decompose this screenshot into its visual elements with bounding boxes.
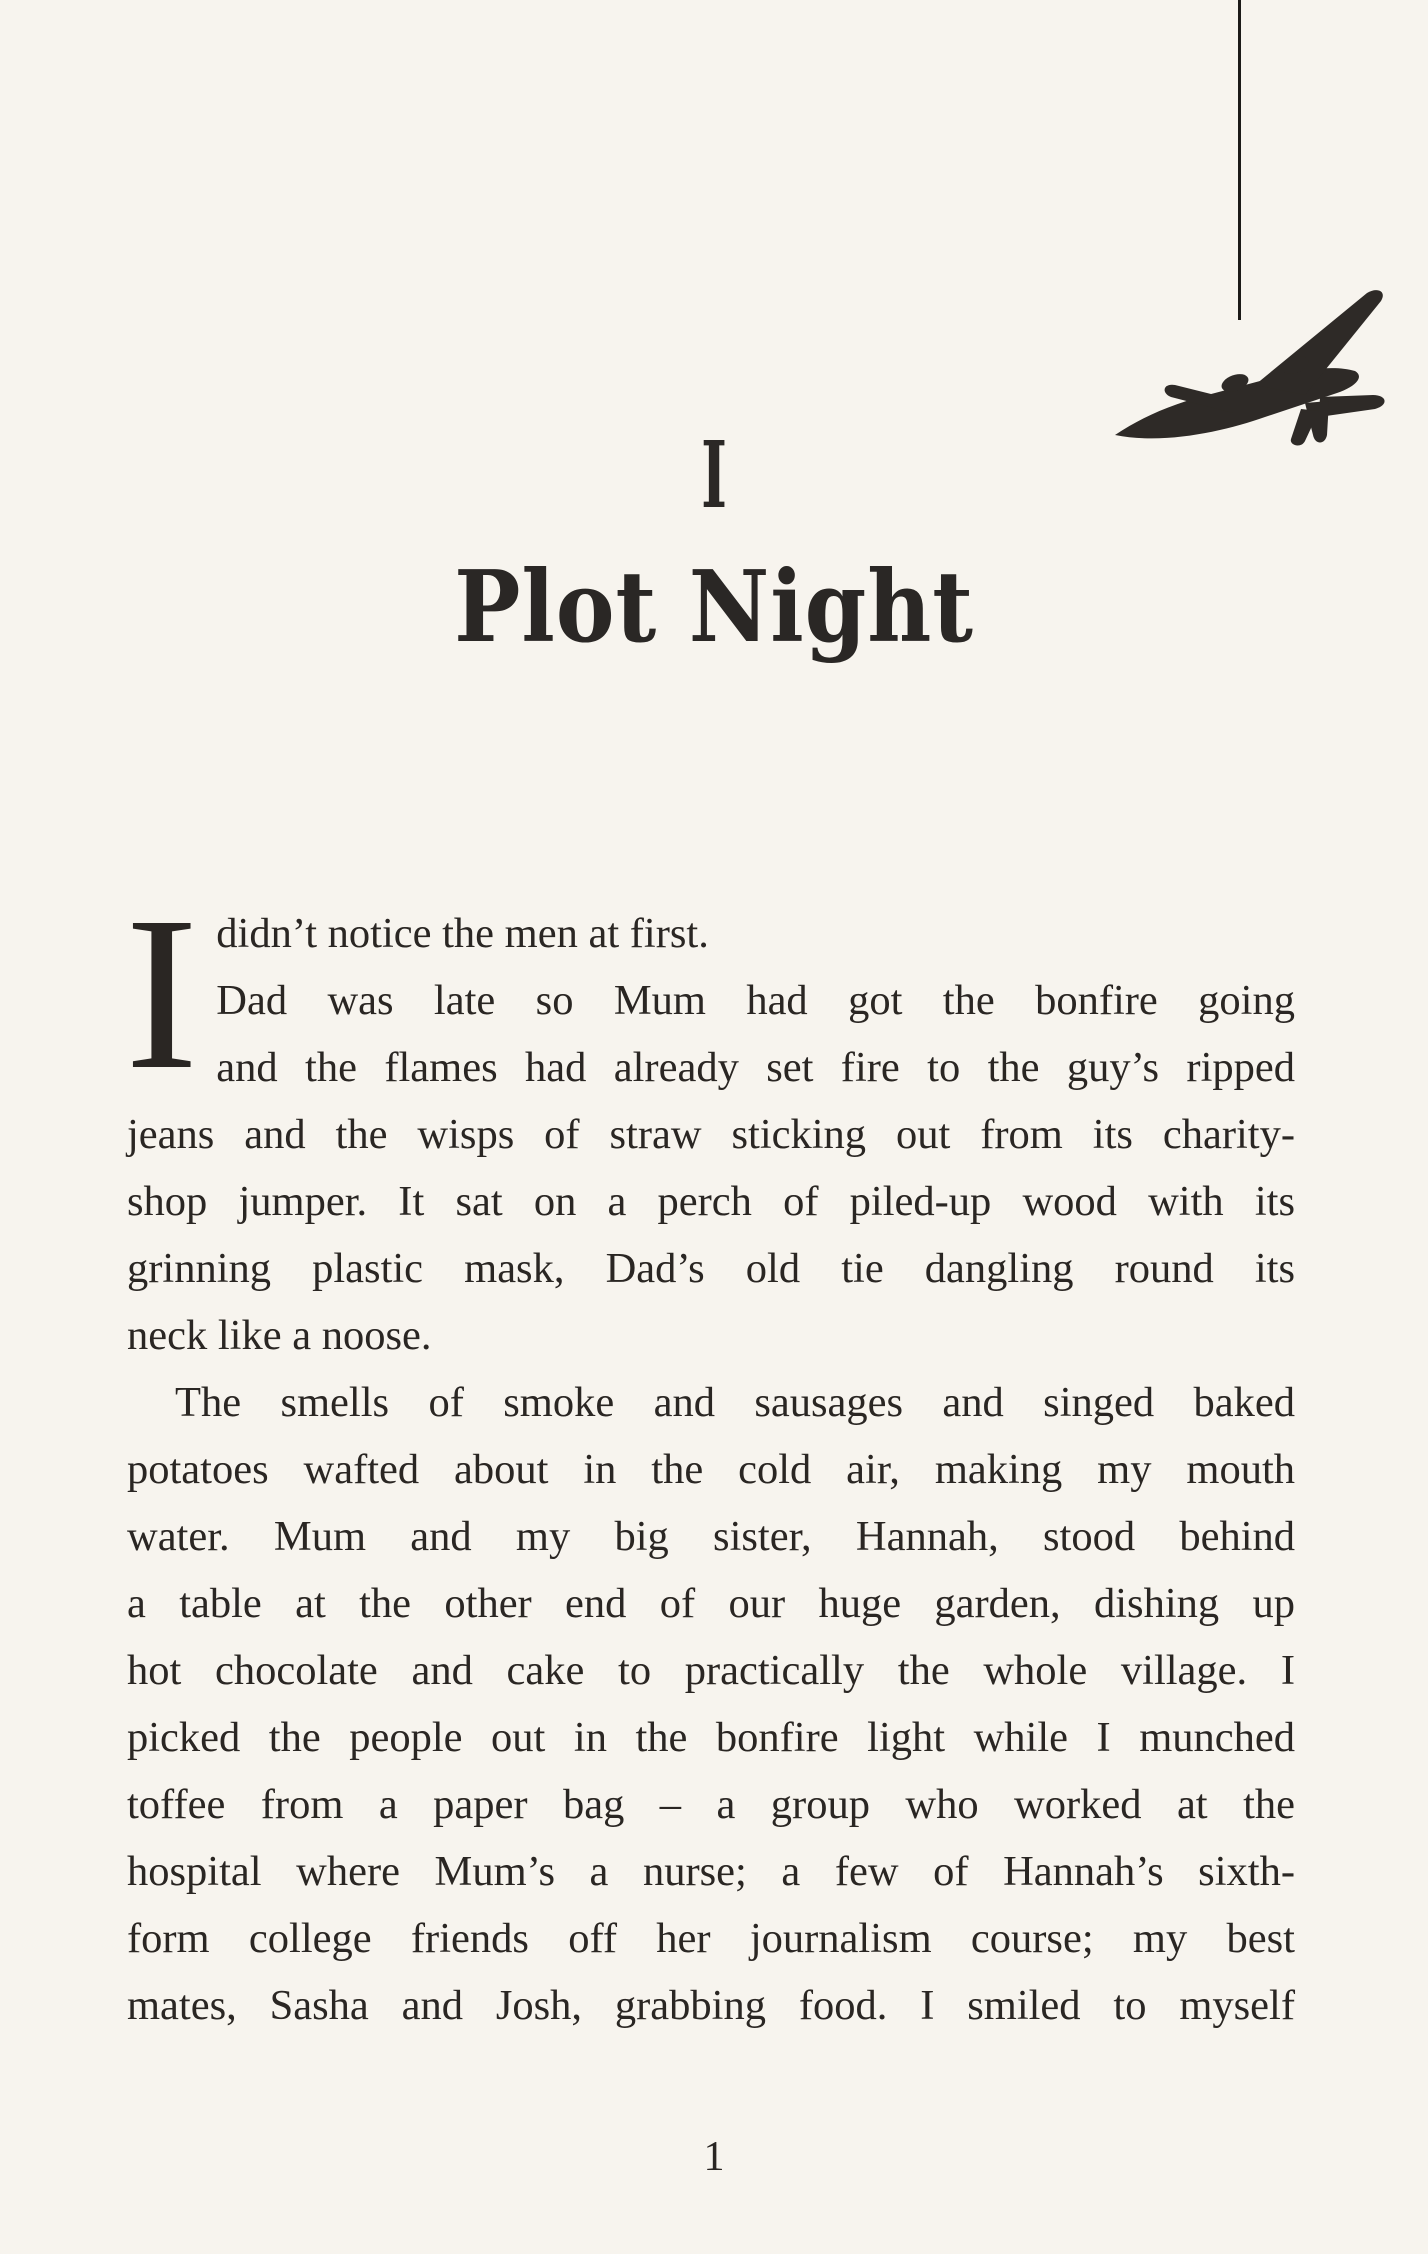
text-line: mates, Sasha and Josh, grabbing food. I smiled to myself	[127, 1982, 1295, 2029]
text-line: jeans and the wisps of straw sticking out from its charity-	[127, 1111, 1295, 1158]
text-line: a table at the other end of our huge garden, dishing up	[127, 1580, 1295, 1627]
hanging-string	[1238, 0, 1241, 320]
text-line: form college friends off her journalism course; my best	[127, 1915, 1295, 1962]
text-line: potatoes wafted about in the cold air, making my mouth	[127, 1446, 1295, 1493]
text-line: grinning plastic mask, Dad’s old tie dangling round its	[127, 1245, 1295, 1292]
hanging-airplane-icon	[1105, 285, 1390, 460]
chapter-number: I	[701, 421, 727, 529]
text-line: toffee from a paper bag – a group who worked at the	[127, 1781, 1295, 1828]
text-line: picked the people out in the bonfire light while I munched	[127, 1714, 1295, 1761]
text-line: hot chocolate and cake to practically the whole village. I	[127, 1647, 1295, 1694]
page-number: 1	[703, 2134, 725, 2180]
drop-cap: I	[125, 871, 199, 1115]
text-line: neck like a noose.	[127, 1312, 432, 1359]
text-line: and the flames had already set fire to the guy’s ripped	[216, 1044, 1295, 1091]
text-line: Dad was late so Mum had got the bonfire going	[216, 977, 1295, 1024]
text-line: water. Mum and my big sister, Hannah, stood behind	[127, 1513, 1295, 1560]
chapter-body-text	[125, 871, 1295, 2039]
text-line: shop jumper. It sat on a perch of piled-up wood with its	[127, 1178, 1295, 1225]
text-line: The smells of smoke and sausages and singed baked	[175, 1379, 1295, 1426]
text-line: hospital where Mum’s a nurse; a few of Hannah’s sixth-	[127, 1848, 1295, 1895]
text-line: didn’t notice the men at first.	[216, 910, 709, 957]
chapter-title: Plot Night	[454, 550, 974, 665]
